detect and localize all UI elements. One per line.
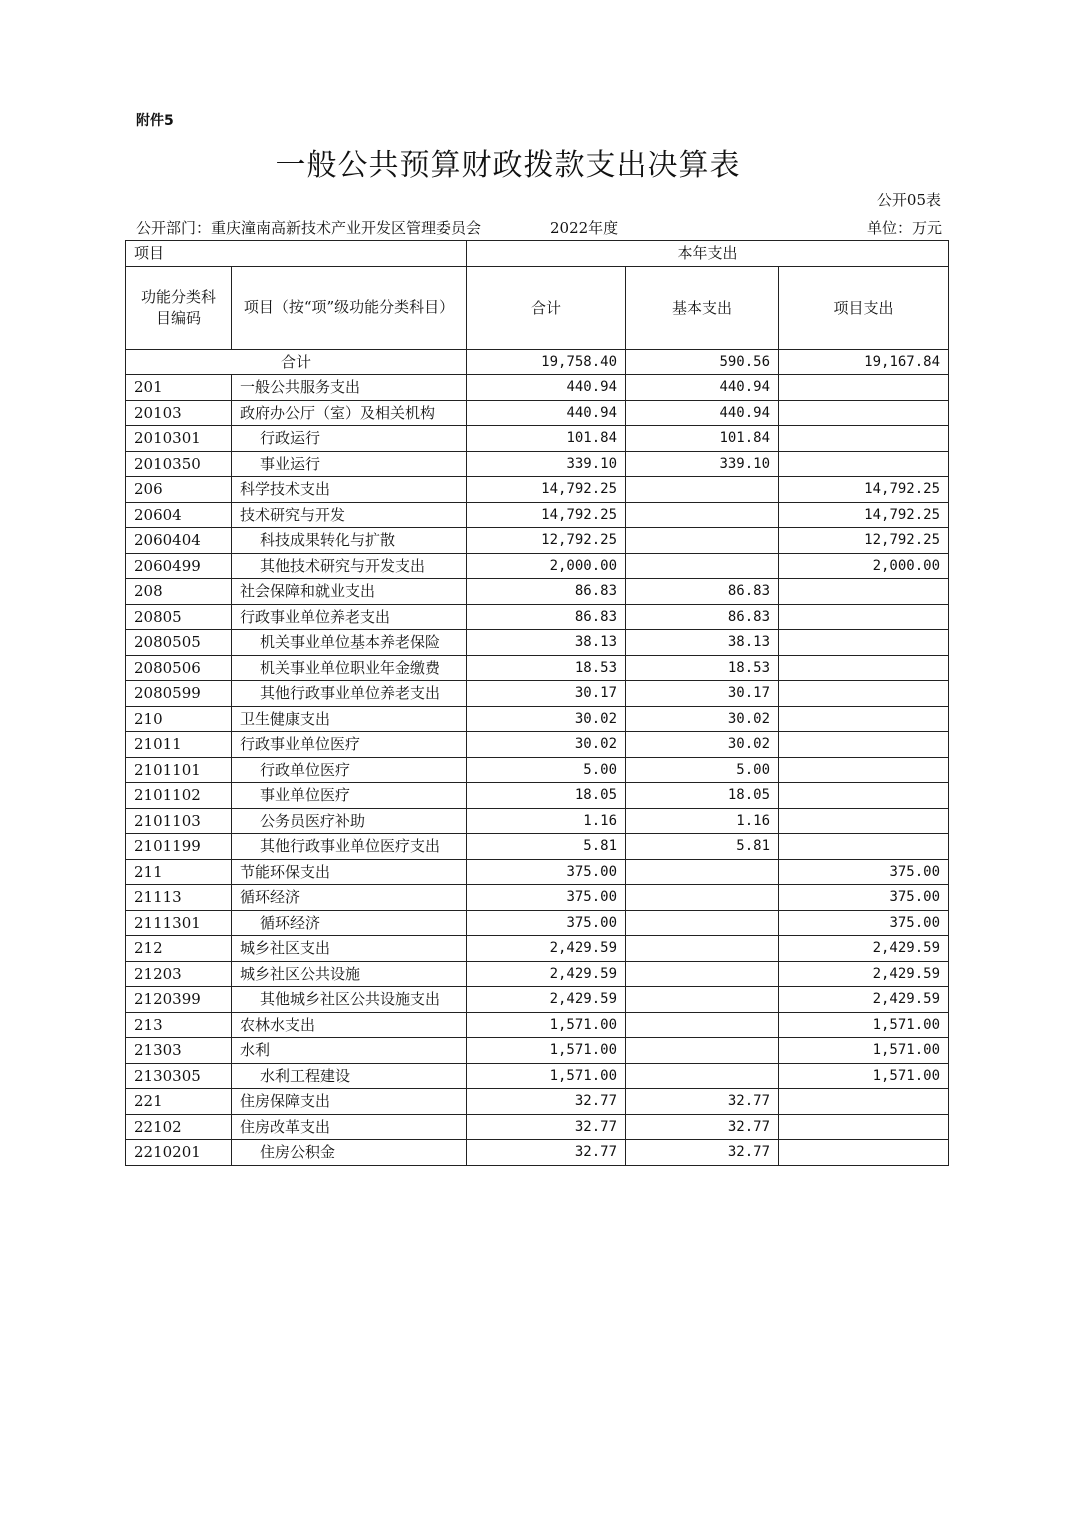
table-row bbox=[126, 553, 949, 579]
row-project bbox=[779, 732, 949, 758]
row-name: 水利 bbox=[232, 1038, 467, 1064]
row-name: 行政单位医疗 bbox=[232, 757, 467, 783]
table-row bbox=[126, 604, 949, 630]
row-code: 206 bbox=[126, 477, 232, 503]
table-row bbox=[126, 987, 949, 1013]
row-basic: 5.00 bbox=[626, 757, 779, 783]
row-code: 20604 bbox=[126, 502, 232, 528]
row-project: 375.00 bbox=[779, 910, 949, 936]
row-name: 城乡社区公共设施 bbox=[232, 961, 467, 987]
row-total: 5.00 bbox=[467, 757, 626, 783]
row-project: 1,571.00 bbox=[779, 1012, 949, 1038]
table-row bbox=[126, 936, 949, 962]
row-basic: 440.94 bbox=[626, 400, 779, 426]
row-total: 2,000.00 bbox=[467, 553, 626, 579]
row-project bbox=[779, 655, 949, 681]
row-project: 2,000.00 bbox=[779, 553, 949, 579]
row-name: 节能环保支出 bbox=[232, 859, 467, 885]
row-basic: 5.81 bbox=[626, 834, 779, 860]
row-name: 公务员医疗补助 bbox=[232, 808, 467, 834]
row-name: 技术研究与开发 bbox=[232, 502, 467, 528]
row-total: 2,429.59 bbox=[467, 987, 626, 1013]
table-row bbox=[126, 375, 949, 401]
row-project: 14,792.25 bbox=[779, 477, 949, 503]
row-name: 住房保障支出 bbox=[232, 1089, 467, 1115]
total-project: 19,167.84 bbox=[779, 349, 949, 375]
row-project: 2,429.59 bbox=[779, 961, 949, 987]
row-project bbox=[779, 604, 949, 630]
department-label: 公开部门：重庆潼南高新技术产业开发区管理委员会 bbox=[136, 219, 482, 237]
year-label: 2022年度 bbox=[550, 219, 619, 237]
row-basic bbox=[626, 528, 779, 554]
row-name: 机关事业单位基本养老保险 bbox=[232, 630, 467, 656]
row-total: 12,792.25 bbox=[467, 528, 626, 554]
row-total: 30.17 bbox=[467, 681, 626, 707]
row-basic: 339.10 bbox=[626, 451, 779, 477]
row-basic bbox=[626, 502, 779, 528]
row-name: 行政运行 bbox=[232, 426, 467, 452]
header-total: 合计 bbox=[467, 266, 626, 349]
row-total: 1,571.00 bbox=[467, 1012, 626, 1038]
row-total: 32.77 bbox=[467, 1089, 626, 1115]
row-project: 375.00 bbox=[779, 885, 949, 911]
row-code: 2010301 bbox=[126, 426, 232, 452]
table-row bbox=[126, 426, 949, 452]
row-basic: 440.94 bbox=[626, 375, 779, 401]
row-total: 86.83 bbox=[467, 604, 626, 630]
row-project: 2,429.59 bbox=[779, 936, 949, 962]
row-basic bbox=[626, 936, 779, 962]
row-code: 2210201 bbox=[126, 1140, 232, 1166]
table-row bbox=[126, 834, 949, 860]
table-row bbox=[126, 910, 949, 936]
row-total: 1.16 bbox=[467, 808, 626, 834]
row-basic: 32.77 bbox=[626, 1089, 779, 1115]
row-name: 科技成果转化与扩散 bbox=[232, 528, 467, 554]
header-row-1 bbox=[126, 241, 949, 267]
row-project bbox=[779, 681, 949, 707]
header-code: 功能分类科目编码 bbox=[126, 266, 232, 349]
row-code: 2120399 bbox=[126, 987, 232, 1013]
total-total: 19,758.40 bbox=[467, 349, 626, 375]
header-project-exp: 项目支出 bbox=[779, 266, 949, 349]
row-total: 30.02 bbox=[467, 732, 626, 758]
row-name: 住房公积金 bbox=[232, 1140, 467, 1166]
row-code: 20103 bbox=[126, 400, 232, 426]
table-row bbox=[126, 961, 949, 987]
row-total: 14,792.25 bbox=[467, 502, 626, 528]
table-row bbox=[126, 1140, 949, 1166]
row-basic: 86.83 bbox=[626, 604, 779, 630]
row-basic bbox=[626, 910, 779, 936]
table-row bbox=[126, 732, 949, 758]
table-row bbox=[126, 783, 949, 809]
row-project: 12,792.25 bbox=[779, 528, 949, 554]
row-basic: 86.83 bbox=[626, 579, 779, 605]
row-code: 210 bbox=[126, 706, 232, 732]
row-total: 32.77 bbox=[467, 1114, 626, 1140]
header-current-year: 本年支出 bbox=[467, 241, 949, 267]
row-project bbox=[779, 400, 949, 426]
row-name: 循环经济 bbox=[232, 910, 467, 936]
table-row bbox=[126, 1114, 949, 1140]
row-code: 221 bbox=[126, 1089, 232, 1115]
table-row bbox=[126, 477, 949, 503]
page-title bbox=[0, 140, 1076, 184]
row-code: 2080599 bbox=[126, 681, 232, 707]
row-code: 2080505 bbox=[126, 630, 232, 656]
table-row bbox=[126, 681, 949, 707]
table-row bbox=[126, 1089, 949, 1115]
row-basic bbox=[626, 1063, 779, 1089]
row-project bbox=[779, 375, 949, 401]
row-total: 440.94 bbox=[467, 400, 626, 426]
row-basic: 30.17 bbox=[626, 681, 779, 707]
table-row bbox=[126, 1038, 949, 1064]
row-project bbox=[779, 808, 949, 834]
row-basic: 101.84 bbox=[626, 426, 779, 452]
row-basic bbox=[626, 987, 779, 1013]
row-name: 其他行政事业单位医疗支出 bbox=[232, 834, 467, 860]
table-row bbox=[126, 502, 949, 528]
row-total: 1,571.00 bbox=[467, 1063, 626, 1089]
row-total: 375.00 bbox=[467, 910, 626, 936]
row-name: 农林水支出 bbox=[232, 1012, 467, 1038]
row-total: 38.13 bbox=[467, 630, 626, 656]
row-code: 2101103 bbox=[126, 808, 232, 834]
row-name: 其他行政事业单位养老支出 bbox=[232, 681, 467, 707]
row-total: 375.00 bbox=[467, 885, 626, 911]
total-label: 合计 bbox=[126, 349, 467, 375]
row-basic: 30.02 bbox=[626, 706, 779, 732]
row-name: 科学技术支出 bbox=[232, 477, 467, 503]
row-code: 208 bbox=[126, 579, 232, 605]
row-name: 循环经济 bbox=[232, 885, 467, 911]
table-row bbox=[126, 757, 949, 783]
row-total: 18.05 bbox=[467, 783, 626, 809]
row-code: 212 bbox=[126, 936, 232, 962]
row-project bbox=[779, 630, 949, 656]
row-code: 2101102 bbox=[126, 783, 232, 809]
row-basic: 18.05 bbox=[626, 783, 779, 809]
row-total: 375.00 bbox=[467, 859, 626, 885]
row-name: 其他城乡社区公共设施支出 bbox=[232, 987, 467, 1013]
row-code: 21113 bbox=[126, 885, 232, 911]
table-row bbox=[126, 885, 949, 911]
row-total: 14,792.25 bbox=[467, 477, 626, 503]
row-code: 20805 bbox=[126, 604, 232, 630]
row-total: 101.84 bbox=[467, 426, 626, 452]
row-basic bbox=[626, 1012, 779, 1038]
row-basic: 32.77 bbox=[626, 1140, 779, 1166]
row-basic bbox=[626, 1038, 779, 1064]
budget-table bbox=[125, 240, 949, 1166]
row-basic: 32.77 bbox=[626, 1114, 779, 1140]
row-name: 城乡社区支出 bbox=[232, 936, 467, 962]
row-project: 14,792.25 bbox=[779, 502, 949, 528]
row-project bbox=[779, 579, 949, 605]
attachment-label: 附件5 bbox=[136, 113, 174, 129]
row-name: 社会保障和就业支出 bbox=[232, 579, 467, 605]
row-project bbox=[779, 426, 949, 452]
row-code: 22102 bbox=[126, 1114, 232, 1140]
row-name: 一般公共服务支出 bbox=[232, 375, 467, 401]
row-total: 32.77 bbox=[467, 1140, 626, 1166]
table-row bbox=[126, 655, 949, 681]
row-total: 339.10 bbox=[467, 451, 626, 477]
table-row bbox=[126, 451, 949, 477]
row-name: 其他技术研究与开发支出 bbox=[232, 553, 467, 579]
row-project bbox=[779, 757, 949, 783]
row-project bbox=[779, 1114, 949, 1140]
header-row-2 bbox=[126, 266, 949, 349]
row-project bbox=[779, 783, 949, 809]
row-project: 2,429.59 bbox=[779, 987, 949, 1013]
row-total: 2,429.59 bbox=[467, 936, 626, 962]
row-name: 卫生健康支出 bbox=[232, 706, 467, 732]
table-row bbox=[126, 400, 949, 426]
total-row bbox=[126, 349, 949, 375]
row-project bbox=[779, 834, 949, 860]
table-row bbox=[126, 1012, 949, 1038]
row-name: 住房改革支出 bbox=[232, 1114, 467, 1140]
row-total: 5.81 bbox=[467, 834, 626, 860]
row-basic: 18.53 bbox=[626, 655, 779, 681]
row-basic: 38.13 bbox=[626, 630, 779, 656]
header-name: 项目（按“项”级功能分类科目） bbox=[232, 266, 467, 349]
row-name: 行政事业单位养老支出 bbox=[232, 604, 467, 630]
table-row bbox=[126, 706, 949, 732]
row-name: 行政事业单位医疗 bbox=[232, 732, 467, 758]
table-row bbox=[126, 630, 949, 656]
row-code: 21303 bbox=[126, 1038, 232, 1064]
row-name: 水利工程建设 bbox=[232, 1063, 467, 1089]
row-name: 机关事业单位职业年金缴费 bbox=[232, 655, 467, 681]
row-basic: 1.16 bbox=[626, 808, 779, 834]
row-code: 211 bbox=[126, 859, 232, 885]
row-total: 1,571.00 bbox=[467, 1038, 626, 1064]
row-total: 2,429.59 bbox=[467, 961, 626, 987]
table-row bbox=[126, 859, 949, 885]
row-code: 213 bbox=[126, 1012, 232, 1038]
row-code: 2101199 bbox=[126, 834, 232, 860]
row-project bbox=[779, 706, 949, 732]
table-row bbox=[126, 808, 949, 834]
row-total: 86.83 bbox=[467, 579, 626, 605]
row-project: 375.00 bbox=[779, 859, 949, 885]
row-name: 事业单位医疗 bbox=[232, 783, 467, 809]
row-code: 2111301 bbox=[126, 910, 232, 936]
table-row bbox=[126, 1063, 949, 1089]
row-basic: 30.02 bbox=[626, 732, 779, 758]
row-project bbox=[779, 451, 949, 477]
row-code: 201 bbox=[126, 375, 232, 401]
title-text: 一般公共预算财政拨款支出决算表 bbox=[275, 148, 741, 183]
row-code: 2080506 bbox=[126, 655, 232, 681]
row-code: 2060499 bbox=[126, 553, 232, 579]
row-code: 21203 bbox=[126, 961, 232, 987]
row-project bbox=[779, 1089, 949, 1115]
form-number: 公开05表 bbox=[876, 191, 941, 209]
row-project: 1,571.00 bbox=[779, 1063, 949, 1089]
row-project bbox=[779, 1140, 949, 1166]
row-code: 2130305 bbox=[126, 1063, 232, 1089]
row-total: 440.94 bbox=[467, 375, 626, 401]
total-basic: 590.56 bbox=[626, 349, 779, 375]
row-name: 事业运行 bbox=[232, 451, 467, 477]
row-total: 18.53 bbox=[467, 655, 626, 681]
row-basic bbox=[626, 961, 779, 987]
unit-label: 单位：万元 bbox=[866, 219, 942, 237]
row-basic bbox=[626, 553, 779, 579]
table-row bbox=[126, 528, 949, 554]
row-code: 2010350 bbox=[126, 451, 232, 477]
row-basic bbox=[626, 477, 779, 503]
row-code: 2060404 bbox=[126, 528, 232, 554]
row-code: 2101101 bbox=[126, 757, 232, 783]
row-basic bbox=[626, 885, 779, 911]
row-total: 30.02 bbox=[467, 706, 626, 732]
row-code: 21011 bbox=[126, 732, 232, 758]
table-row bbox=[126, 579, 949, 605]
row-basic bbox=[626, 859, 779, 885]
row-project: 1,571.00 bbox=[779, 1038, 949, 1064]
row-name: 政府办公厅（室）及相关机构 bbox=[232, 400, 467, 426]
header-basic: 基本支出 bbox=[626, 266, 779, 349]
header-project: 项目 bbox=[126, 241, 467, 267]
